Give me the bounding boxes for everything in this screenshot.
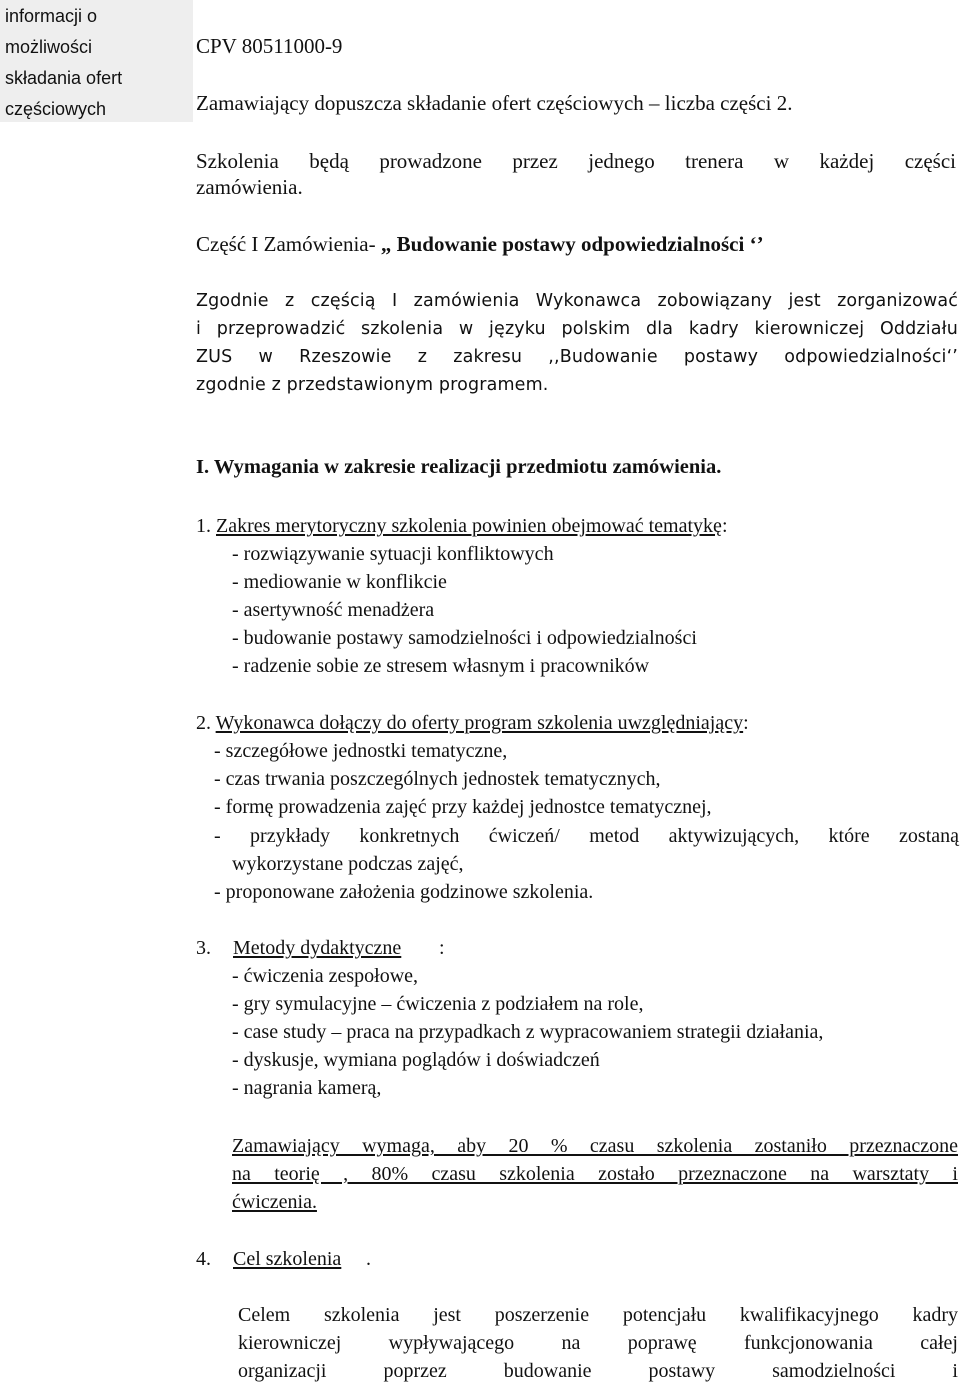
item3-bullet: - case study – praca na przypadkach z wypracowaniem strategii działania, <box>232 1021 824 1043</box>
item2-bullet: - formę prowadzenia zajęć przy każdej jednostce tematycznej, <box>214 796 712 818</box>
item2-number: 2. <box>196 712 216 734</box>
item4-number: 4. <box>196 1248 211 1270</box>
intro-line1: Zgodnie z częścią I zamówienia Wykonawca zobowiązany jest zorganizować <box>196 291 958 311</box>
part-heading-prefix: Część I Zamówienia- <box>196 232 381 256</box>
part-heading <box>196 232 764 257</box>
goal-line1: Celem szkolenia jest poszerzenie potencjału kwalifikacyjnego kadry <box>238 1304 958 1326</box>
trainer-text-line2: zamówienia. <box>196 175 303 199</box>
item2-bullet: - czas trwania poszczególnych jednostek tematycznych, <box>214 768 661 790</box>
item3-bullet: - ćwiczenia zespołowe, <box>232 965 419 987</box>
section-heading: I. Wymagania w zakresie realizacji przedmiotu zamówienia. <box>196 456 722 478</box>
part-heading-title: „ Budowanie postawy odpowiedzialności ‘’ <box>380 232 764 256</box>
item2-colon: : <box>743 712 749 734</box>
item1-heading <box>196 512 728 540</box>
cpv-code: CPV 80511000-9 <box>196 34 343 58</box>
requirement-line2: na teorię , 80% czasu szkolenia zostało przeznaczone na warsztaty i <box>232 1163 958 1185</box>
intro-line4: zgodnie z przedstawionym programem. <box>196 375 549 395</box>
item1-bullet: - rozwiązywanie sytuacji konfliktowych <box>232 543 554 565</box>
item4-heading <box>196 1245 371 1273</box>
sidebar-line: składania ofert <box>5 68 123 88</box>
sidebar-line: częściowych <box>5 99 107 119</box>
item3-bullet: - nagrania kamerą, <box>232 1077 382 1099</box>
item1-bullet: - mediowanie w konflikcie <box>232 571 447 593</box>
goal-line3: organizacji poprzez budowanie postawy samodzielności i <box>238 1360 958 1382</box>
item2-title: Wykonawca dołączy do oferty program szkolenia uwzględniający <box>215 712 744 734</box>
item2-heading <box>196 709 749 737</box>
item1-colon: : <box>721 515 728 537</box>
item3-bullet: - gry symulacyjne – ćwiczenia z podziałem na role, <box>232 993 644 1015</box>
item3-heading <box>196 934 445 962</box>
item3-title: Metody dydaktyczne <box>233 937 402 959</box>
item3-bullet: - dyskusje, wymiana poglądów i doświadczeń <box>232 1049 600 1071</box>
item1-title: Zakres merytoryczny szkolenia powinien obejmować tematykę <box>216 515 722 537</box>
item3-colon: : <box>439 937 445 959</box>
item4-title: Cel szkolenia <box>233 1248 342 1270</box>
item2-bullet: - szczegółowe jednostki tematyczne, <box>214 740 508 762</box>
intro-line3: ZUS w Rzeszowie z zakresu ,,Budowanie postawy odpowiedzialności‘’ <box>196 347 958 367</box>
item3-number: 3. <box>196 937 211 959</box>
item4-dot: . <box>366 1248 371 1270</box>
sidebar-line: informacji o <box>5 6 98 26</box>
partial-offers-text: Zamawiający dopuszcza składanie ofert częściowych – liczba części 2. <box>196 91 793 115</box>
item1-number: 1. <box>196 515 216 537</box>
item1-bullet: - asertywność menadżera <box>232 599 435 621</box>
goal-line2: kierowniczej wypływającego na poprawę funkcjonowania całej <box>238 1332 958 1354</box>
item2-bullet4-line1: - przykłady konkretnych ćwiczeń/ metod aktywizujących, które zostaną <box>214 825 959 847</box>
item1-bullet: - budowanie postawy samodzielności i odpowiedzialności <box>232 627 697 649</box>
sidebar-line: możliwości <box>5 37 93 57</box>
trainer-text-line1: Szkolenia będą prowadzone przez jednego trenera w każdej części <box>196 149 956 173</box>
sidebar-label-box <box>0 0 193 122</box>
intro-line2: i przeprowadzić szkolenia w języku polskim dla kadry kierowniczej Oddziału <box>196 319 958 339</box>
item2-bullet4-line2: wykorzystane podczas zajęć, <box>232 853 464 875</box>
item1-bullet: - radzenie sobie ze stresem własnym i pracowników <box>232 655 650 677</box>
requirement-line3: ćwiczenia. <box>232 1191 317 1213</box>
requirement-line1: Zamawiający wymaga, aby 20 % czasu szkolenia zostaniło przeznaczone <box>232 1135 958 1157</box>
item2-bullet: - proponowane założenia godzinowe szkolenia. <box>214 881 594 903</box>
